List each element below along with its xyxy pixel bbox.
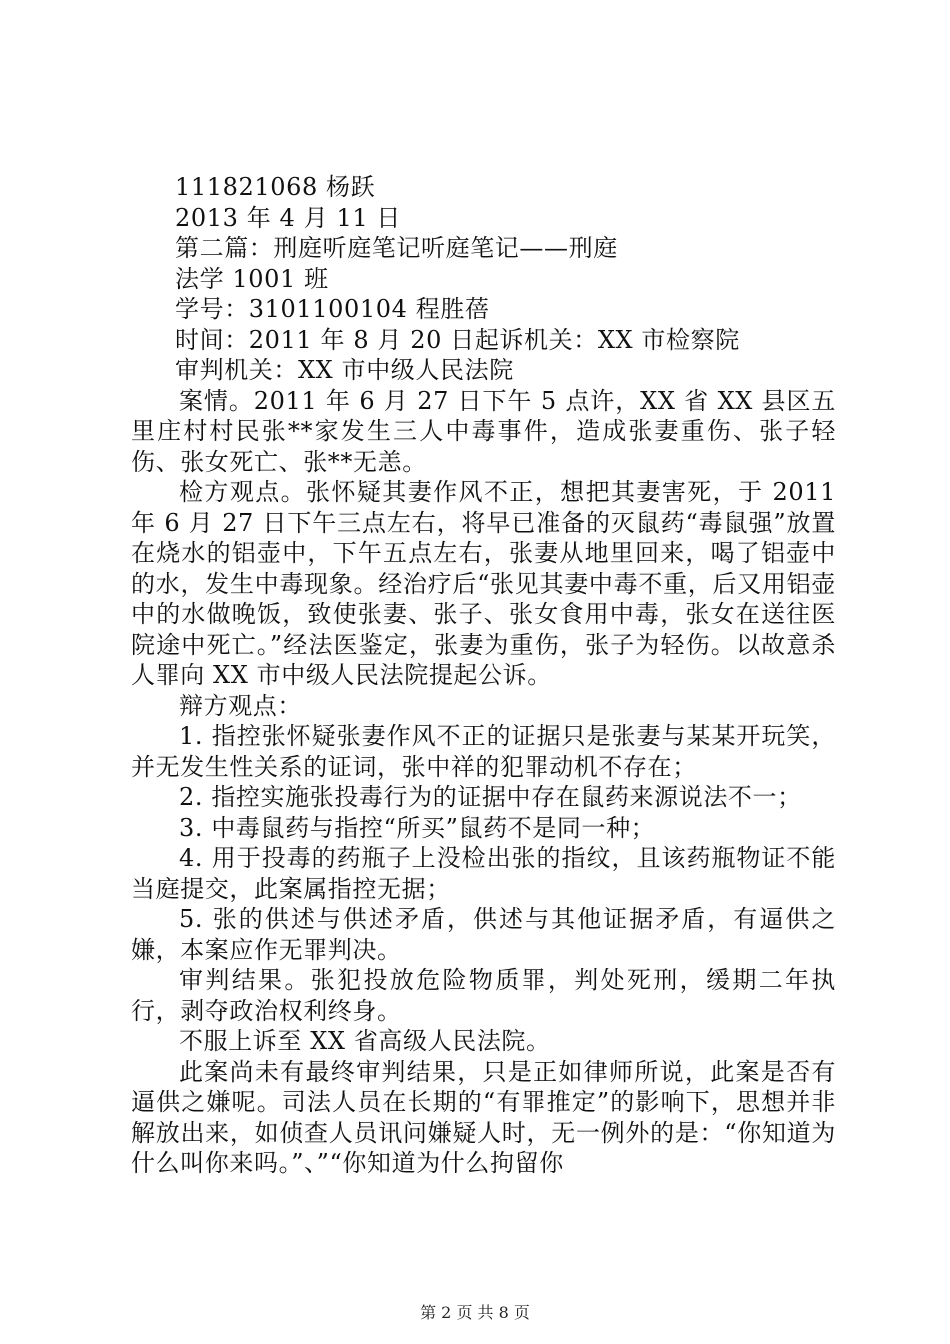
date-line: 2013 年 4 月 11 日 <box>175 203 402 232</box>
defense-point-3: 3. 中毒鼠药与指控“所买”鼠药不是同一种； <box>179 813 656 842</box>
paragraph-case-facts: 案情。2011 年 6 月 27 日下午 5 点许，XX 省 XX 县区五里庄村村民张**家发生三人中毒事件，造成张妻重伤、张子轻伤、张女死亡、张**无恙。 <box>131 386 836 476</box>
paragraph-commentary: 此案尚未有最终审判结果，只是正如律师所说，此案是否有逼供之嫌呢。司法人员在长期的“有罪推定”的影响下，思想并非解放出来，如侦查人员讯问嫌疑人时，无一例外的是：“你知道为什么叫你来吗。”、”“你知道为什么拘留你 <box>131 1057 836 1177</box>
defense-point-5: 5. 张的供述与供述矛盾，供述与其他证据矛盾，有逼供之嫌，本案应作无罪判决。 <box>131 905 836 964</box>
class-line: 法学 1001 班 <box>175 264 329 293</box>
paragraph-defense-heading: 辩方观点： <box>179 691 302 720</box>
student-id-line: 111821068 杨跃 <box>175 173 376 201</box>
student-number-line: 学号：3101100104 程胜蓓 <box>175 295 490 323</box>
document-body <box>131 172 836 1179</box>
defense-point-2: 2. 指控实施张投毒行为的证据中存在鼠药来源说法不一； <box>179 783 802 811</box>
paragraph-appeal: 不服上诉至 XX 省高级人民法院。 <box>179 1027 551 1055</box>
page-number-footer: 第 2 页 共 8 页 <box>420 1303 530 1322</box>
time-prosecutor-line: 时间：2011 年 8 月 20 日起诉机关：XX 市检察院 <box>175 325 740 354</box>
paragraph-prosecution-view: 检方观点。张怀疑其妻作风不正，想把其妻害死，于 2011 年 6 月 27 日下午三点左右，将早已准备的灭鼠药“毒鼠强”放置在烧水的铝壶中，下午五点左右，张妻从地里回来，喝了铝壶中的水，发生中毒现象。经治疗后“张见其妻中毒不重，后又用铝壶中的水做晚饭，致使张妻、张子、张女食用中毒，张女在送往医院途中死亡。”经法医鉴定，张妻为重伤，张子为轻伤。以故意杀人罪向 XX 市中级人民法院提起公诉。 <box>131 478 836 689</box>
section-title: 第二篇：刑庭听庭笔记听庭笔记——刑庭 <box>175 234 618 262</box>
paragraph-verdict: 审判结果。张犯投放危险物质罪，判处死刑，缓期二年执行，剥夺政治权利终身。 <box>131 966 836 1025</box>
defense-point-4: 4. 用于投毒的药瓶子上没检出张的指纹，且该药瓶物证不能当庭提交，此案属指控无据； <box>131 844 836 903</box>
defense-point-1: 1. 指控张怀疑张妻作风不正的证据只是张妻与某某开玩笑，并无发生性关系的证词，张中祥的犯罪动机不存在； <box>131 722 836 781</box>
trial-court-line: 审判机关：XX 市中级人民法院 <box>175 356 514 384</box>
